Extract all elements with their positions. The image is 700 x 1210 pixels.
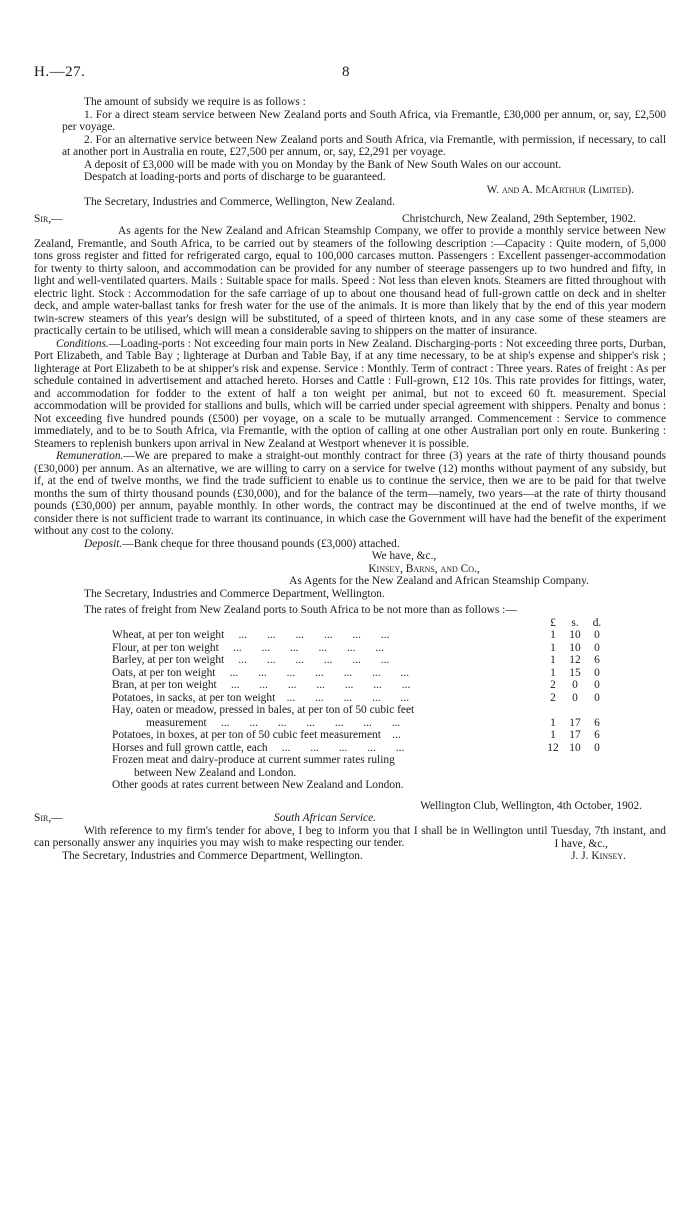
unit-shillings: s. <box>571 616 579 629</box>
rate-pounds: 1 <box>550 654 556 666</box>
rate-pence: 0 <box>594 691 600 704</box>
conditions-paragraph <box>34 338 666 451</box>
table-row <box>112 754 606 767</box>
subsidy-option-1: 1. For a direct steam service between New Zealand ports and South Africa, via Fremantle, £30,000 per annum, or, say, £2,500 per voyage. <box>62 108 666 133</box>
closing-3: I have, &c., <box>554 837 608 850</box>
rate-shillings: 10 <box>569 641 581 654</box>
subject-3: South African Service. <box>274 812 376 824</box>
despatch-paragraph: Despatch at loading-ports and ports of discharge to be guaranteed. <box>84 171 386 183</box>
rate-pounds: 1 <box>550 629 556 641</box>
table-row: measurement ... ... ... ... ... ... ... 1 17 6 <box>112 717 606 730</box>
rate-pounds: 2 <box>550 679 556 691</box>
rate-pounds: 1 <box>550 666 556 679</box>
rate-label: Bran, at per ton weight <box>112 679 217 691</box>
rate-pence: 0 <box>594 679 600 691</box>
rate-shillings: 10 <box>569 741 581 754</box>
salutation-3: Sir,— <box>34 812 63 824</box>
offer-paragraph: As agents for the New Zealand and African Steamship Company, we offer to provide a monthly service between New Zealand, Fremantle, and South Africa, to be carried out by steamers of the following description :—Capacity : Quite modern, of 5,000 tons gross register and fitted for refrigerated cargo, equal to 100,000 carcases mutton. Passengers : Excellent passenger-accommodation for twenty to thirty saloon, and accommodation can be provided for any number of steerage passengers up to two hundred and fifty, in light and well-ventilated quarters. Mails : Suitable space for mails. Speed : Not less than eleven knots. Steamers are fitted throughout with electric light. Stock : Accommodation for the safe carriage of up to about one thousand head of full-grown cattle on deck and in shelter deck, and ample water-ballast tanks for fresh water for the use of the animals. It is more than likely that by the end of this year modern twin-screw steamers of this year's design will be substituted, of a speed of thirteen knots, and in any case some of these steamers are practically certain to be utilised, which will mean a considerable saving to shippers on the matter of insurance. <box>34 225 666 337</box>
rates-table <box>112 617 606 792</box>
document-body <box>34 96 666 863</box>
signature-kinsey: J. J. Kinsey. <box>571 850 626 862</box>
table-row: Potatoes, in sacks, at per ton weight ... ... ... ... ... 2 0 0 <box>112 692 606 705</box>
rate-pounds: 1 <box>550 716 556 729</box>
page-header-code: H.—27. <box>34 64 86 80</box>
rate-label: Hay, oaten or meadow, pressed in bales, at per ton of 50 cubic feet <box>112 704 415 716</box>
table-row: Barley, at per ton weight ... ... ... ... ... ... 1 12 6 <box>112 654 606 667</box>
addressee-2: The Secretary, Industries and Commerce Department, Wellington. <box>84 587 385 600</box>
letter-3-footer <box>62 850 666 863</box>
rate-label: Potatoes, in sacks, at per ton weight <box>112 691 276 704</box>
deposit-2-paragraph <box>62 538 666 551</box>
conditions-text: —Loading-ports : Not exceeding four main ports in New Zealand. Discharging-ports : Not exceeding three ports, Durban, Port Elizabeth, and Table Bay ; lighterage at Durban and Table Bay, if at any time necessary, to be at ship's expense and shipper's risk ; lighterage at Port Elizabeth to be at shipper's risk and expense. Service : Monthly. Term of contract : Three years. Rates of freight : As per schedule contained in advertisement and attached hereto. Horses and Cattle : Full-grown, £12 10s. This rate provides for fittings, water, and accommodation for fodder to the extent of half a ton weight per animal, but not to exceed 60 ft. measurement. Special accommodation will be provided for stallions and bulls, which will be carried under special agreement with shippers. Penalty and bonus : Not exceeding five hundred pounds (£500) per voyage, on a scale to be mutually arranged. Commencement : Service to commence immediately, and to be to South Africa, via Fremantle, with the option of calling at one other Australian port only en route. Bunkering : Steamers to replenish bunkers upon arrival in New Zealand at Westport whenever it is possible. <box>34 337 666 450</box>
salutation-2: Sir,— <box>34 212 63 225</box>
rate-shillings: 17 <box>569 716 581 729</box>
rate-shillings: 10 <box>569 629 581 641</box>
table-row: Wheat, at per ton weight ... ... ... ... ... ... 1 10 0 <box>112 629 606 642</box>
rate-label: measurement <box>146 716 207 729</box>
rate-label: Barley, at per ton weight <box>112 654 225 666</box>
rates-units-header <box>112 617 606 630</box>
addressee-1: The Secretary, Industries and Commerce, Wellington, New Zealand. <box>84 196 395 208</box>
table-row: Horses and full grown cattle, each ... ... ... ... ... 12 10 0 <box>112 742 606 755</box>
dateline-2: Christchurch, New Zealand, 29th September, 1902. <box>402 212 636 225</box>
unit-pounds: £ <box>550 616 556 629</box>
rate-shillings: 0 <box>572 691 578 704</box>
rate-label: between New Zealand and London. <box>134 766 297 779</box>
rate-label: Horses and full grown cattle, each <box>112 741 268 754</box>
rate-pounds: 12 <box>547 741 559 754</box>
rate-pounds: 1 <box>550 729 556 741</box>
rate-pence: 0 <box>594 641 600 654</box>
letter-2-heading <box>34 213 666 226</box>
addressee-3: The Secretary, Industries and Commerce Department, Wellington. <box>62 850 363 862</box>
rate-label: Frozen meat and dairy-produce at current summer rates ruling <box>112 754 395 766</box>
unit-pence: d. <box>592 616 602 629</box>
rate-pence: 6 <box>594 654 600 666</box>
signature-kinsey-barns: Kinsey, Barns, and Co., <box>368 562 480 575</box>
table-row <box>112 779 606 792</box>
table-row: Oats, at per ton weight ... ... ... ... ... ... ... 1 15 0 <box>112 667 606 680</box>
rate-pence: 6 <box>594 716 600 729</box>
remuneration-label: Remuneration. <box>56 450 124 462</box>
table-row: Potatoes, in boxes, at per ton of 50 cubic feet measurement ... 1 17 6 <box>112 729 606 742</box>
rate-shillings: 12 <box>569 654 581 666</box>
table-row <box>112 704 606 717</box>
remuneration-paragraph <box>34 450 666 538</box>
page-number: 8 <box>342 64 350 80</box>
rates-intro: The rates of freight from New Zealand ports to South Africa to be not more than as follows :— <box>84 604 517 616</box>
rate-pounds: 1 <box>550 641 556 654</box>
rate-label: Oats, at per ton weight <box>112 666 216 679</box>
rate-pence: 0 <box>594 741 600 754</box>
deposit-label: Deposit. <box>84 537 123 550</box>
table-row: Flour, at per ton weight ... ... ... ... ... ... 1 10 0 <box>112 642 606 655</box>
deposit-text: —Bank cheque for three thousand pounds (£3,000) attached. <box>122 537 400 550</box>
dateline-3: Wellington Club, Wellington, 4th October, 1902. <box>420 799 642 812</box>
rate-label: Other goods at rates current between New Zealand and London. <box>112 779 404 791</box>
rate-shillings: 15 <box>569 666 581 679</box>
rate-label: Potatoes, in boxes, at per ton of 50 cubic feet measurement <box>112 729 381 741</box>
table-row <box>112 767 606 780</box>
remuneration-text: —We are prepared to make a straight-out monthly contract for three (3) years at the rate of thirty thousand pounds (£30,000) per annum. As an alternative, we are willing to carry on a service for twelve (12) months without payment of any subsidy, but if, at the end of twelve months, we find the trade sufficient to enable us to continue the service, then we are to be paid for that twelve months the sum of thirty thousand pounds (£30,000), and for the balance of the term—namely, two years—at the rate of thirty thousand pounds (£30,000) per annum, payable monthly. In other words, the contract may be discontinued at the end of twelve months, if we consider there is not sufficient trade to warrant its continuance, in which case the Government will have had the benefit of the experiment without any cost to the colony. <box>34 450 666 537</box>
letter-3-body: With reference to my firm's tender for above, I beg to inform you that I shall be in Wellington until Tuesday, 7th instant, and can personally answer any inquiries you may wish to make respecting our tender. <box>34 824 666 849</box>
rate-shillings: 0 <box>572 679 578 691</box>
signature-capacity: As Agents for the New Zealand and African Steamship Company. <box>289 575 589 587</box>
subsidy-option-2: 2. For an alternative service between New Zealand ports and South Africa, via Fremantle, with permission, if necessary, to call at another port in Australia en route, £27,500 per annum, or, say, £2,291 per voyage. <box>62 133 666 158</box>
closing-2: We have, &c., <box>371 550 437 562</box>
rate-pounds: 2 <box>550 691 556 704</box>
letter-3-heading <box>34 812 666 825</box>
rate-shillings: 17 <box>569 729 581 741</box>
conditions-label: Conditions. <box>56 337 109 350</box>
subsidy-intro: The amount of subsidy we require is as follows : <box>84 96 306 108</box>
rate-label: Flour, at per ton weight <box>112 641 219 654</box>
rate-label: Wheat, at per ton weight <box>112 629 225 641</box>
table-row: Bran, at per ton weight ... ... ... ... ... ... ... 2 0 0 <box>112 679 606 692</box>
rate-pence: 0 <box>594 629 600 641</box>
rate-pence: 6 <box>594 729 600 741</box>
signature-mcarthur: W. and A. McArthur (Limited). <box>486 183 634 196</box>
rate-pence: 0 <box>594 666 600 679</box>
deposit-paragraph: A deposit of £3,000 will be made with you on Monday by the Bank of New South Wales on our account. <box>84 158 562 171</box>
